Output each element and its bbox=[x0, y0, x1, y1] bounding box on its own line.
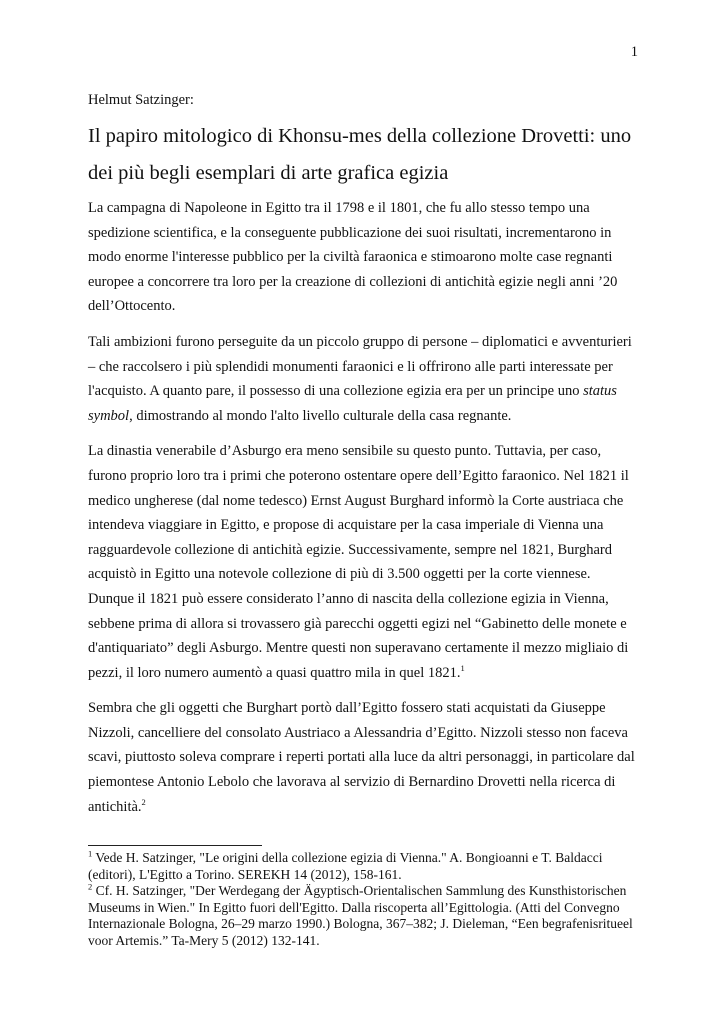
paragraph-1: La campagna di Napoleone in Egitto tra il 1798 e il 1801, che fu allo stesso tempo una spedizione scientifica, e la conseguente pubblicazione dei suoi risultati, incrementarono in modo enorme l'interesse pubblico per la civiltà faraonica e stimoarono molte case regnanti europee a concorrere tra loro per la creazione di collezioni di antichità egizie negli anni ’20 dell’Ottocento. bbox=[88, 200, 618, 315]
footnotes bbox=[88, 850, 640, 950]
paragraph-2-text-a: Tali ambizioni furono perseguite da un piccolo gruppo di persone – diplomatici e avventurieri – che raccolsero i più splendidi monumenti faraonici e li offrirono alle parti interessate per l'acquisto. A quanto pare, il possesso di una collezione egizia era per un principe uno bbox=[88, 333, 632, 400]
paragraph-2-italic: status symbol bbox=[88, 383, 617, 424]
paragraph-3-text: La dinastia venerabile d’Asburgo era meno sensibile su questo punto. Tuttavia, per caso, furono proprio loro tra i primi che poterono ostentare opere dell’Egitto faraonico. Nel 1821 il medico ungherese (dal nome tedesco) Ernst August Burghard informò la Corte austriaca che intendeva viaggiare in Egitto, e propose di acquistare per la casa imperiale di Vienna una ragguardevole collezione di antichità egizie. Successivamente, sempre nel 1821, Burghard acquistò in Egitto una notevole collezione di più di 3.500 oggetti per la corte viennese. Dunque il 1821 può essere considerato l’anno di nascita della collezione egizia in Vienna, sebbene prima di allora si trovassero già parecchi oggetti egizi nel “Gabinetto delle monete e d'antiquariato” degli Asburgo. Mentre questi non superavano certamente il mezzo migliaio di pezzi, il loro numero aumentò a quasi quattro mila in quel 1821. bbox=[88, 443, 629, 681]
paragraph-4-text: Sembra che gli oggetti che Burghart portò dall’Egitto fossero stati acquistati da Giuseppe Nizzoli, cancelliere del consolato Austriaco a Alessandria d’Egitto. Nizzoli stesso non faceva scavi, piuttosto soleva comprare i reperti portati alla luce da altri personaggi, in particolare dal piemontese Antonio Lebolo che lavorava al servizio di Bernardino Drovetti nella ricerca di antichità. bbox=[88, 700, 635, 815]
footnote-2-text: Cf. H. Satzinger, "Der Werdegang der Ägyptisch-Orientalischen Sammlung des Kunsthistorischen Museums in Wien." In Egitto fuori dell'Egitto. Dalla riscoperta all’Egittologia. (Atti del Convegno Internazionale Bologna, 26–29 marzo 1990.) Bologna, 367–382; J. Dieleman, “Een begrafenisritueel voor Artemis.” Ta-Mery 5 (2012) 132-141. bbox=[88, 883, 633, 948]
footnote-separator bbox=[88, 845, 262, 846]
footnote-ref-2[interactable]: 2 bbox=[141, 796, 146, 807]
document-title: Il papiro mitologico di Khonsu-mes della collezione Drovetti: uno dei più begli esemplari di arte grafica egizia bbox=[88, 125, 632, 184]
paragraph-4 bbox=[88, 696, 640, 819]
footnote-2 bbox=[88, 883, 640, 949]
page-number: 1 bbox=[630, 44, 638, 60]
footnote-1 bbox=[88, 850, 640, 883]
body-text bbox=[88, 196, 640, 819]
paragraph-3 bbox=[88, 439, 640, 685]
footnote-1-text: Vede H. Satzinger, "Le origini della collezione egizia di Vienna." A. Bongioanni e T. Baldacci (editori), L'Egitto a Torino. SEREKH 14 (2012), 158-161. bbox=[88, 850, 603, 882]
footnote-marker-1: 1 bbox=[88, 848, 93, 859]
author-line: Helmut Satzinger: bbox=[88, 92, 194, 108]
paragraph-2 bbox=[88, 330, 640, 428]
paragraph-2-text-b: , dimostrando al mondo l'alto livello culturale della casa regnante. bbox=[129, 407, 512, 424]
footnote-marker-2: 2 bbox=[88, 881, 93, 892]
footnote-ref-1[interactable]: 1 bbox=[460, 662, 465, 673]
